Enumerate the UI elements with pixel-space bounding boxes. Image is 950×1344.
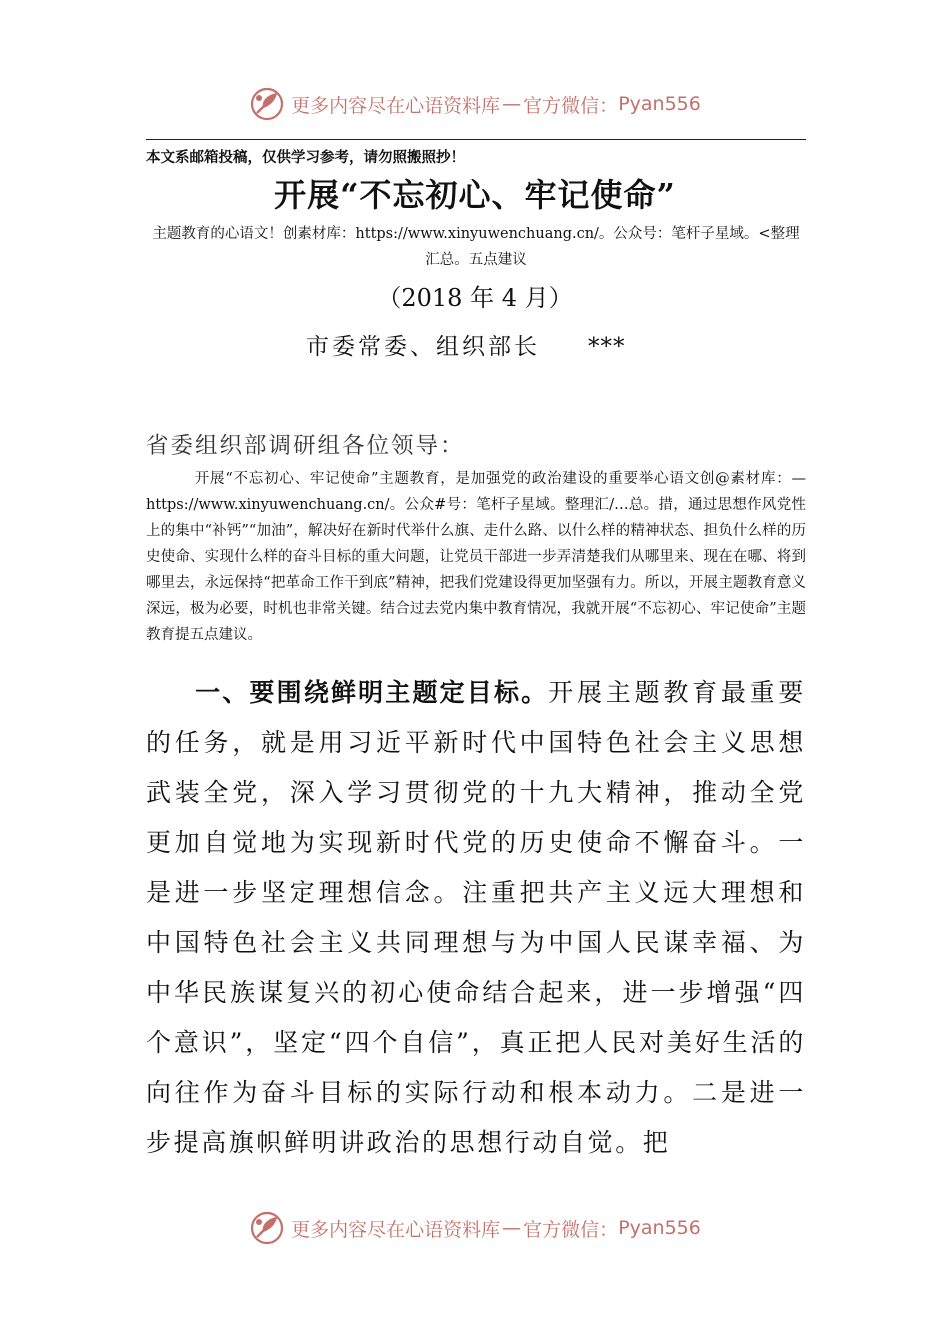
section-1-heading: 一、要围绕鲜明主题定目标。: [194, 678, 549, 707]
header-watermark-banner: [0, 84, 950, 124]
section-1-text: 开展主题教育最重要的任务，就是用习近平新时代中国特色社会主义思想武装全党，深入学习贯彻党的十九大精神，推动全党更加自觉地为实现新时代党的历史使命不懈奋斗。一是进一步坚定理想信念。注重把共产主义远大理想和中国特色社会主义共同理想与为中国人民谋幸福、为中华民族谋复兴的初心使命结合起来，进一步增强“四个意识”，坚定“四个自信”，真正把人民对美好生活的向往作为奋斗目标的实际行动和根本动力。二是进一步提高旗帜鲜明讲政治的思想行动自觉。把: [146, 678, 806, 1157]
quill-logo-icon: [249, 86, 285, 122]
banner-wechat-label: 官方微信：: [523, 1218, 619, 1241]
quill-logo-icon: [249, 1210, 285, 1246]
section-1-paragraph: [146, 668, 806, 1168]
header-rule: [146, 139, 806, 140]
banner-separator: —: [502, 1217, 522, 1239]
footer-watermark-banner: [0, 1208, 950, 1248]
document-subtitle: 主题教育的心语文！创素材库：https://www.xinyuwenchuang.cn/。公众号：笔杆子星域。<整理汇总。五点建议: [152, 226, 800, 268]
author-name: ***: [588, 334, 626, 360]
banner-text: 更多内容尽在心语资料库: [291, 94, 501, 117]
intro-paragraph: [146, 466, 806, 648]
banner-wechat-label: 官方微信：: [523, 94, 619, 117]
submission-notice: 本文系邮箱投稿，仅供学习参考，请勿照搬照抄！: [146, 149, 465, 166]
salutation: 省委组织部调研组各位领导：: [146, 433, 465, 459]
intro-text: 开展“不忘初心、牢记使命”主题教育，是加强党的政治建设的重要举心语文创@素材库：—https://www.xinyuwenchuang.cn/。公众#号：笔杆子星域。整理汇/…总。措，通过思想作风党性上的集中“补钙”“加油”，解决好在新时代举什么旗、走什么路、以什么样的精神状态、担负什么样的历史使命、实现什么样的奋斗目标的重大问题，让党员干部进一步弄清楚我们从哪里来、现在在哪、将到哪里去，永远保持“把革命工作干到底”精神，把我们党建设得更加坚强有力。所以，开展主题教育意义深远，极为必要，时机也非常关键。结合过去党内集中教育情况，我就开展“不忘初心、牢记使命”主题教育提五点建议。: [146, 471, 806, 643]
document-title: 开展“不忘初心、牢记使命”: [274, 176, 676, 214]
banner-wechat-id: Pyan556: [618, 1217, 701, 1239]
author-line: [306, 328, 626, 361]
banner-wechat-id: Pyan556: [618, 93, 701, 115]
author-role: 市委常委、组织部长: [306, 334, 540, 360]
banner-separator: —: [502, 93, 522, 115]
document-date: （2018 年 4 月）: [377, 284, 573, 312]
banner-text: 更多内容尽在心语资料库: [291, 1218, 501, 1241]
